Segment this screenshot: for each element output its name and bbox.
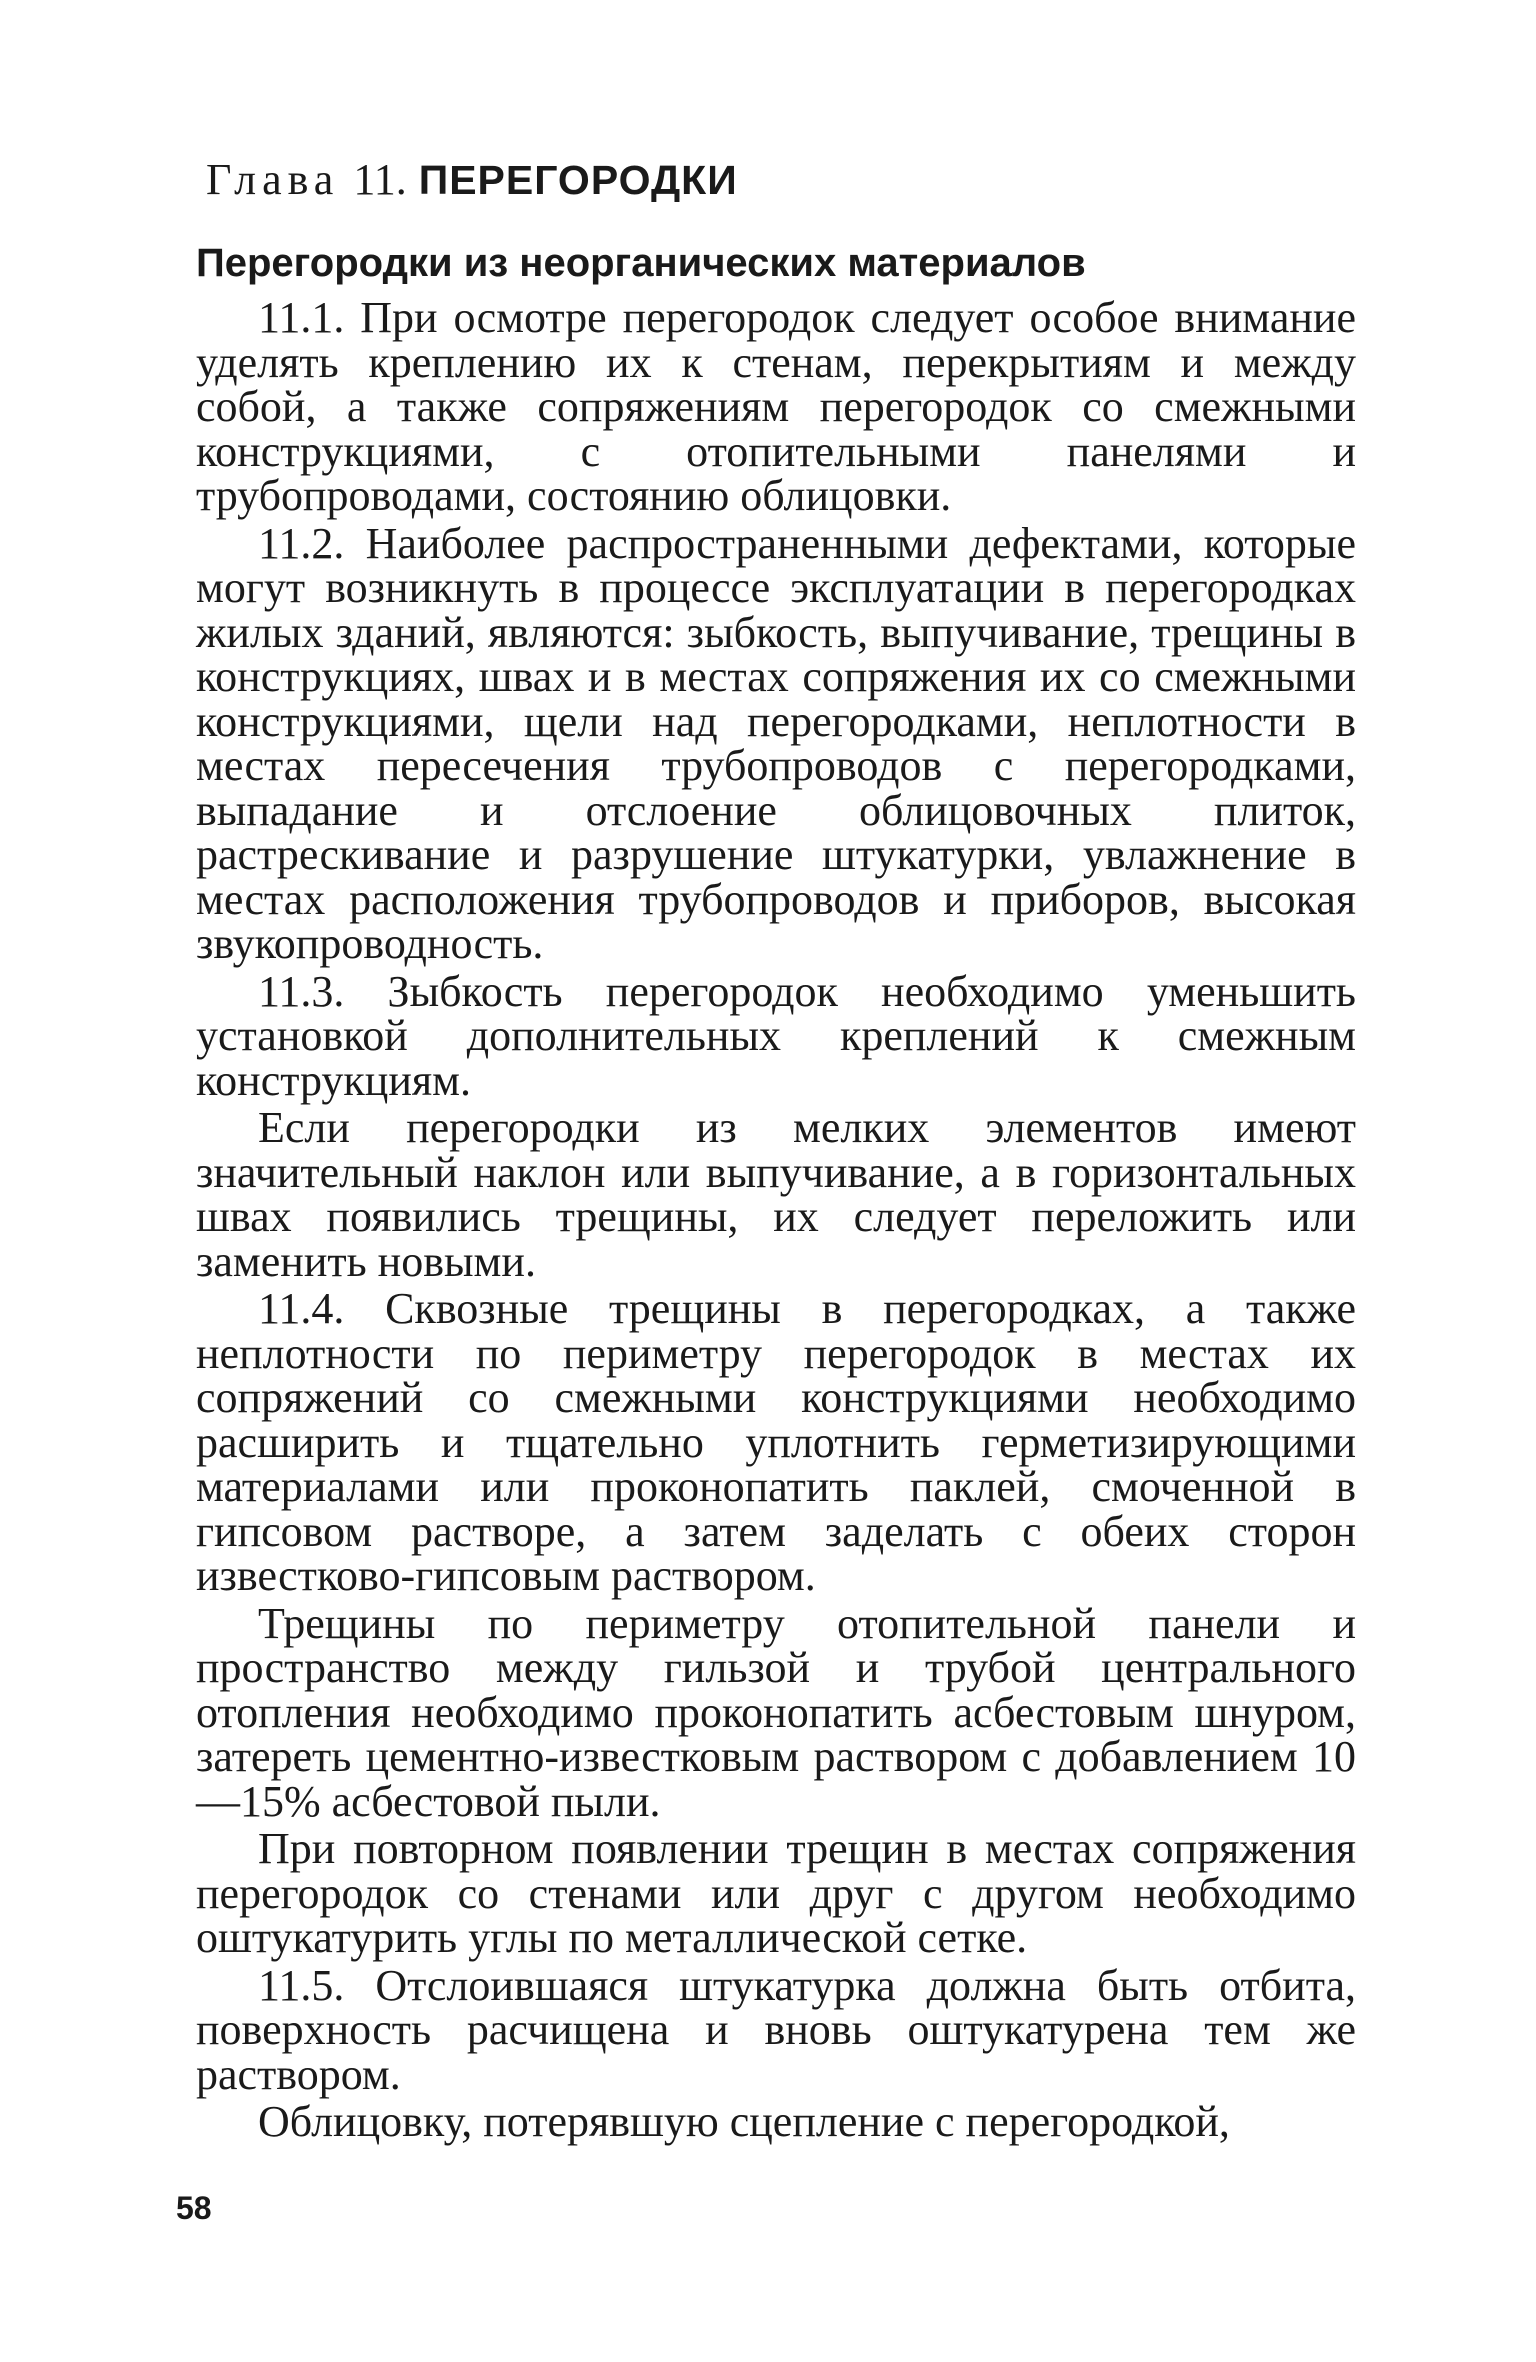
paragraph-11-4: 11.4. Сквозные трещины в перегородках, а также неплотности по периметру перегородок в местах их сопряжений со смежными конструкциями необходимо расширить и тщательно уплотнить герметизирующими материалами или проконопатить паклей, смоченной в гипсовом растворе, а затем заделать с обеих сторон известково-гипсовым раствором. [196, 1284, 1356, 1600]
paragraph-cladding: Облицовку, потерявшую сцепление с перегородкой, [258, 2097, 1230, 2146]
chapter-number: 11. [353, 155, 407, 204]
chapter-word: Глава [206, 155, 340, 204]
chapter-title: ПЕРЕГОРОДКИ [418, 157, 738, 203]
page-number: 58 [176, 2190, 212, 2226]
paragraph-11-1: 11.1. При осмотре перегородок следует особое внимание уделять креплению их к стенам, перекрытиям и между собой, а также сопряжениям перегородок со смежными конструкциями, с отопительными панелями и трубопроводами, состоянию облицовки. [196, 293, 1356, 520]
paragraph-11-2: 11.2. Наиболее распространенными дефектами, которые могут возникнуть в процессе эксплуатации в перегородках жилых зданий, являются: зыбкость, выпучивание, трещины в конструкциях, швах и в местах сопряжения их со смежными конструкциями, щели над перегородками, неплотности в местах пересечения трубопроводов с перегородками, выпадание и отслоение облицовочных плиток, растрескивание и разрушение штукатурки, увлажнение в местах расположения трубопроводов и приборов, высокая звукопроводность. [196, 518, 1356, 968]
paragraph-repeat-cracks: При повторном появлении трещин в местах сопряжения перегородок со стенами или друг с другом необходимо оштукатурить углы по металлической сетке. [196, 1824, 1356, 1962]
paragraph-relay: Если перегородки из мелких элементов имеют значительный наклон или выпучивание, а в горизонтальных швах появились трещины, их следует переложить или заменить новыми. [196, 1103, 1356, 1286]
paragraph-11-3: 11.3. Зыбкость перегородок необходимо уменьшить установкой дополнительных креплений к смежным конструкциям. [196, 966, 1356, 1105]
paragraph-heating-panel: Трещины по периметру отопительной панели и пространство между гильзой и трубой центрального отопления необходимо проконопатить асбестовым шнуром, затереть цементно-известковым раствором с добавлением 10—15% асбестовой пыли. [196, 1598, 1356, 1826]
section-title: Перегородки из неорганических материалов [196, 241, 1086, 285]
chapter-heading [206, 150, 1356, 210]
paragraph-11-5: 11.5. Отслоившаяся штукатурка должна быть отбита, поверхность расчищена и вновь оштукатурена тем же раствором. [196, 1960, 1356, 2099]
page-content [196, 150, 1356, 2148]
